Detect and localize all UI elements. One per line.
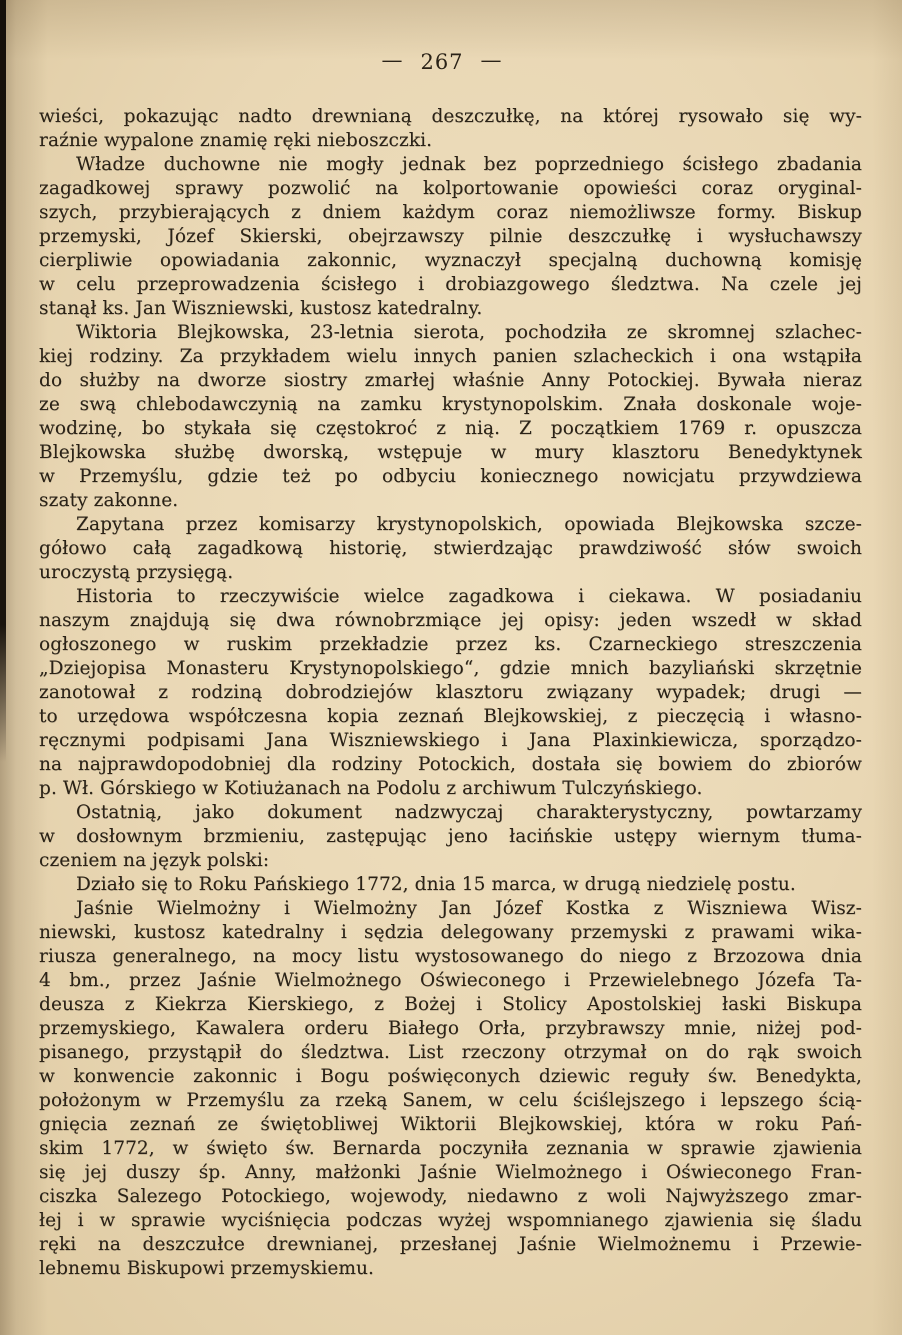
text-line: Historia to rzeczywiście wielce zagadkowa i ciekawa. W posiadaniu [76,586,862,607]
text-line: ogłoszonego w ruskim przekładzie przez ks. Czarneckiego streszczenia [39,634,862,655]
text-line: 4 bm., przez Jaśnie Wielmożnego Oświeconego i Przewielebnego Józefa Ta- [39,970,862,991]
text-line: stanął ks. Jan Wiszniewski, kustosz katedralny. [39,298,483,319]
text-line: to urzędowa współczesna kopia zeznań Blejkowskiej, z pieczęcią i własno- [39,706,862,727]
paragraph-4 [39,513,862,585]
text-line: Zapytana przez komisarzy krystynopolskich, opowiada Blejkowska szcze- [76,514,862,535]
text-line: raźnie wypalone znamię ręki nieboszczki. [39,130,433,151]
paragraph-3 [39,321,862,513]
text-line: riusza generalnego, na mocy listu wystosowanego do niego z Brzozowa dnia [39,946,862,967]
text-line: szaty zakonne. [39,490,179,511]
text-line: na najprawdopodobniej dla rodziny Potockich, dostała się bowiem do zbiorów [39,754,862,775]
page-header [30,0,854,74]
header-right-dash: — [480,48,503,72]
text-line: do służby na dworze siostry zmarłej właśnie Anny Potockiej. Bywała nieraz [39,370,862,391]
text-line: „Dziejopisa Monasteru Krystynopolskiego“, gdzie mnich bazyliański skrzętnie [39,658,862,679]
text-line: Władze duchowne nie mogły jednak bez poprzedniego ścisłego zbadania [76,154,862,175]
text-line: położonym w Przemyślu za rzeką Sanem, w celu ściślejszego i lepszego ścią- [39,1090,862,1111]
text-line: w dosłownym brzmieniu, zastępując jeno łacińskie ustępy wiernym tłuma- [39,826,862,847]
text-line: w konwencie zakonnic i Bogu poświęconych dziewic reguły św. Benedykta, [39,1066,862,1087]
page-number: 267 [420,50,464,74]
text-line: uroczystą przysięgą. [39,562,234,583]
text-line: naszym znajdują się dwa równobrzmiące jej opisy: jeden wszedł w skład [39,610,862,631]
text-line: Jaśnie Wielmożny i Wielmożny Jan Józef Kostka z Wiszniewa Wisz- [76,898,862,919]
text-line: Blejkowska służbę dworską, wstępuje w mury klasztoru Benedyktynek [39,442,862,463]
text-line: ręcznymi podpisami Jana Wiszniewskiego i Jana Plaxinkiewicza, sporządzo- [39,730,862,751]
text-line: przemyski, Józef Skierski, obejrzawszy pilnie deszczułkę i wysłuchawszy [39,226,862,247]
text-line: Działo się to Roku Pańskiego 1772, dnia 15 marca, w drugą niedzielę postu. [76,874,796,895]
page-body [39,105,862,1281]
book-edge-shadow [0,0,6,762]
text-line: się jej duszy śp. Anny, małżonki Jaśnie Wielmożnego i Oświeconego Fran- [39,1162,862,1183]
text-line: w celu przeprowadzenia ścisłego i drobiazgowego śledztwa. Na czele jej [39,274,862,295]
text-line: zagadkowej sprawy pozwolić na kolportowanie opowieści coraz oryginal- [39,178,862,199]
text-line: szych, przybierających z dniem każdym coraz niemożliwsze formy. Biskup [39,202,862,223]
text-line: kiej rodziny. Za przykładem wielu innych panien szlacheckich i ona wstąpiła [39,346,862,367]
text-line: Ostatnią, jako dokument nadzwyczaj charakterystyczny, powtarzamy [76,802,862,823]
text-line: deusza z Kiekrza Kierskiego, z Bożej i Stolicy Apostolskiej łaski Biskupa [39,994,862,1015]
paragraph-1 [39,105,862,153]
text-line: ze swą chlebodawczynią na zamku krystynopolskim. Znała doskonale woje- [39,394,862,415]
text-line: przemyskiego, Kawalera orderu Białego Orła, przybrawszy mnie, niżej pod- [39,1018,862,1039]
text-line: gółowo całą zagadkową historię, stwierdzając prawdziwość słów swoich [39,538,862,559]
text-line: ciszka Salezego Potockiego, wojewody, niedawno z woli Najwyższego zmar- [39,1186,862,1207]
text-line: gnięcia zeznań ze świętobliwej Wiktorii Blejkowskiej, która w roku Pań- [39,1114,862,1135]
text-line: czeniem na język polski: [39,850,270,871]
text-line: wodzinę, bo stykała się częstokroć z nią. Z początkiem 1769 r. opuszcza [39,418,862,439]
text-line: łej i w sprawie wyciśnięcia podczas wyżej wspomnianego zjawienia się śladu [39,1210,862,1231]
text-line: niewski, kustosz katedralny i sędzia delegowany przemyski z prawami wika- [39,922,862,943]
text-line: cierpliwie opowiadania zakonnic, wyznaczył specjalną duchowną komisję [39,250,862,271]
text-line: p. Wł. Górskiego w Kotiużanach na Podolu z archiwum Tulczyńskiego. [39,778,703,799]
header-left-dash: — [381,48,404,72]
text-line: Wiktoria Blejkowska, 23-letnia sierota, pochodziła ze skromnej szlachec- [76,322,862,343]
text-line: wieści, pokazując nadto drewnianą deszczułkę, na której rysowało się wy- [39,106,862,127]
text-line: ręki na deszczułce drewnianej, przesłanej Jaśnie Wielmożnemu i Przewie- [39,1234,862,1255]
paragraph-5 [39,585,862,801]
text-line: lebnemu Biskupowi przemyskiemu. [39,1258,375,1279]
text-line: zanotował z rodziną dobrodziejów klasztoru związany wypadek; drugi — [39,682,862,703]
paragraph-8 [39,897,862,1281]
text-line: pisanego, przystąpił do śledztwa. List rzeczony otrzymał on do rąk swoich [39,1042,862,1063]
paragraph-2 [39,153,862,321]
paragraph-6 [39,801,862,873]
paragraph-7 [39,873,862,897]
text-line: w Przemyślu, gdzie też po odbyciu koniecznego nowicjatu przywdziewa [39,466,862,487]
text-line: skim 1772, w święto św. Bernarda poczyniła zeznania w sprawie zjawienia [39,1138,862,1159]
